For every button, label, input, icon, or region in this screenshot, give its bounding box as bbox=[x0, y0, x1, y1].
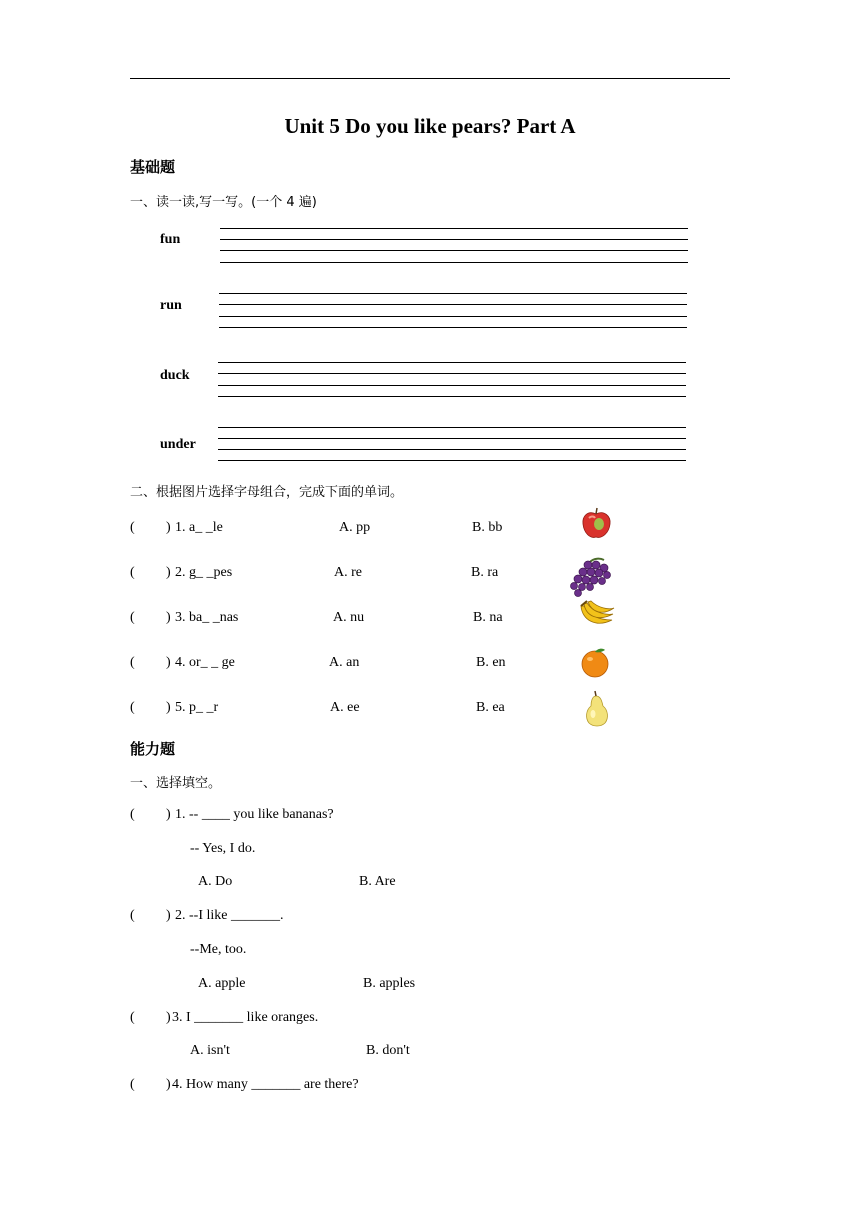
answer-paren-close: ) bbox=[166, 807, 171, 822]
option-a[interactable]: A. Do bbox=[198, 874, 233, 889]
section-heading-basic: 基础题 bbox=[130, 158, 176, 176]
orange-icon bbox=[580, 647, 610, 679]
writing-line[interactable] bbox=[218, 385, 686, 386]
answer-paren-close: ) bbox=[166, 520, 171, 535]
writing-line[interactable] bbox=[218, 460, 686, 461]
pear-icon bbox=[583, 690, 611, 728]
option-a[interactable]: A. pp bbox=[339, 520, 371, 535]
option-b[interactable]: B. na bbox=[473, 610, 503, 625]
question-text: 2. g_ _pes bbox=[175, 565, 233, 580]
option-a[interactable]: A. re bbox=[334, 565, 362, 580]
word-under: under bbox=[160, 437, 196, 452]
writing-line[interactable] bbox=[218, 438, 686, 439]
answer-paren-close: ) bbox=[166, 610, 171, 625]
option-a[interactable]: A. an bbox=[329, 655, 360, 670]
writing-line[interactable] bbox=[220, 262, 688, 263]
answer-paren-open: ( bbox=[130, 700, 135, 715]
writing-line[interactable] bbox=[218, 362, 686, 363]
option-b[interactable]: B. ra bbox=[471, 565, 499, 580]
option-a[interactable]: A. isn't bbox=[190, 1043, 230, 1058]
option-b[interactable]: B. en bbox=[476, 655, 506, 670]
answer-paren-close: ) bbox=[166, 655, 171, 670]
answer-paren-open: ( bbox=[130, 520, 135, 535]
writing-line[interactable] bbox=[220, 250, 688, 251]
writing-line[interactable] bbox=[219, 293, 687, 294]
answer-paren-close: ) bbox=[166, 700, 171, 715]
ability-part1-instruction: 一、选择填空。 bbox=[130, 776, 222, 791]
answer-paren-open: ( bbox=[130, 1010, 135, 1025]
writing-line[interactable] bbox=[218, 396, 686, 397]
question-text: 5. p_ _r bbox=[175, 700, 219, 715]
writing-line[interactable] bbox=[220, 228, 688, 229]
question-reply: --Me, too. bbox=[190, 942, 247, 957]
section-heading-ability: 能力题 bbox=[130, 740, 176, 758]
header-rule bbox=[130, 78, 730, 79]
answer-paren-close: ) bbox=[166, 565, 171, 580]
option-a[interactable]: A. apple bbox=[198, 976, 246, 991]
writing-line[interactable] bbox=[219, 304, 687, 305]
word-run: run bbox=[160, 298, 182, 313]
answer-paren-open: ( bbox=[130, 908, 135, 923]
question-stem: 2. --I like _______. bbox=[175, 908, 284, 923]
answer-paren-open: ( bbox=[130, 1077, 135, 1092]
answer-paren-open: ( bbox=[130, 807, 135, 822]
word-duck: duck bbox=[160, 368, 190, 383]
word-fun: fun bbox=[160, 232, 181, 247]
answer-paren-close: ) bbox=[166, 908, 171, 923]
answer-paren-close: ) bbox=[166, 1077, 171, 1092]
question-text: 4. or_ _ ge bbox=[175, 655, 235, 670]
writing-line[interactable] bbox=[219, 316, 687, 317]
bananas-icon bbox=[578, 598, 616, 630]
writing-line[interactable] bbox=[219, 327, 687, 328]
option-a[interactable]: A. ee bbox=[330, 700, 360, 715]
question-text: 1. a_ _le bbox=[175, 520, 223, 535]
writing-line[interactable] bbox=[220, 239, 688, 240]
answer-paren-open: ( bbox=[130, 655, 135, 670]
apple-icon bbox=[580, 506, 612, 540]
page-title: Unit 5 Do you like pears? Part A bbox=[284, 114, 576, 138]
option-b[interactable]: B. apples bbox=[363, 976, 416, 991]
option-b[interactable]: B. don't bbox=[366, 1043, 410, 1058]
question-stem: 3. I _______ like oranges. bbox=[172, 1010, 319, 1025]
writing-line[interactable] bbox=[218, 373, 686, 374]
answer-paren-open: ( bbox=[130, 610, 135, 625]
question-stem: 1. -- ____ you like bananas? bbox=[175, 807, 334, 822]
question-stem: 4. How many _______ are there? bbox=[172, 1077, 359, 1092]
option-b[interactable]: B. bb bbox=[472, 520, 503, 535]
option-b[interactable]: B. ea bbox=[476, 700, 505, 715]
writing-line[interactable] bbox=[218, 449, 686, 450]
answer-paren-close: ) bbox=[166, 1010, 171, 1025]
question-text: 3. ba_ _nas bbox=[175, 610, 239, 625]
grapes-icon bbox=[568, 556, 614, 598]
option-b[interactable]: B. Are bbox=[359, 874, 396, 889]
part1-instruction: 一、读一读,写一写。(一个 4 遍) bbox=[130, 195, 317, 210]
option-a[interactable]: A. nu bbox=[333, 610, 365, 625]
question-reply: -- Yes, I do. bbox=[190, 841, 256, 856]
answer-paren-open: ( bbox=[130, 565, 135, 580]
part2-instruction: 二、根据图片选择字母组合，完成下面的单词。 bbox=[130, 485, 404, 500]
writing-line[interactable] bbox=[218, 427, 686, 428]
